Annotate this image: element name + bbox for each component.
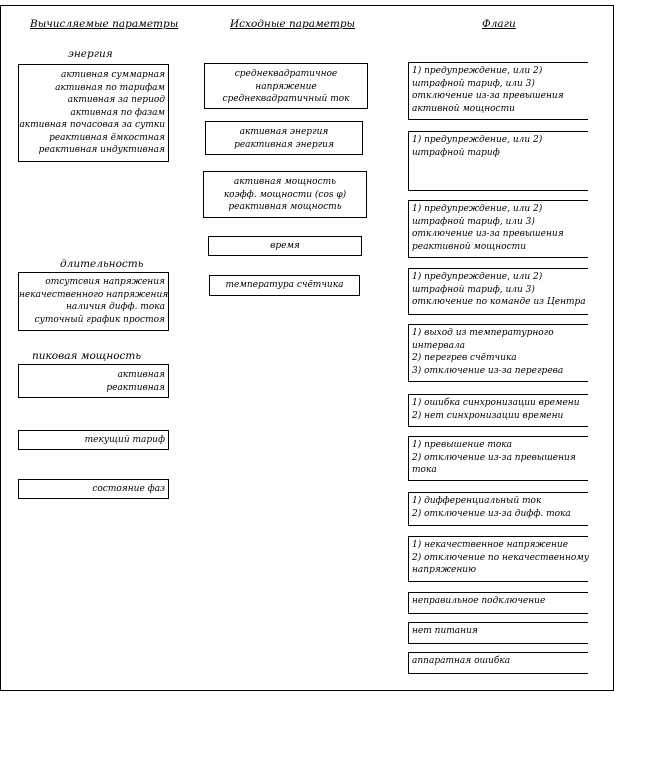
header-source-parameters: Исходные параметры: [230, 18, 356, 30]
energy-line: реактивная индуктивная: [38, 145, 165, 155]
flag-line: 1) выход из температурного: [412, 328, 554, 338]
duration-line: отсутсвия напряжения: [45, 277, 165, 287]
section-title-peak-power: пиковая мощность: [32, 350, 142, 362]
flag-line: отключение из-за превышения: [412, 229, 564, 239]
flag-line: активной мощности: [412, 103, 515, 114]
flag-box: [408, 536, 588, 582]
flag-line: тока: [412, 465, 437, 475]
section-title-energy: энергия: [68, 48, 113, 60]
flag-line: 1) предупреждение, или 2): [412, 204, 543, 214]
flag-line: нет питания: [412, 626, 478, 636]
flag-box: [408, 394, 588, 427]
energy-line: активная за период: [67, 95, 165, 105]
flag-box: [408, 652, 588, 674]
flag-line: 1) ошибка синхронизации времени: [412, 398, 580, 408]
flag-line: интервала: [412, 340, 466, 351]
flag-line: 2) отключение из-за дифф. тока: [412, 508, 571, 519]
flag-box: [408, 592, 588, 614]
energy-line: активная по фазам: [70, 107, 165, 118]
flag-line: 1) превышение тока: [412, 440, 513, 450]
source-power-line: коэфф. мощности (cos φ): [223, 189, 347, 200]
peak-power-line: реактивная: [106, 382, 165, 393]
flag-line: 1) дифференциальный ток: [412, 496, 542, 506]
duration-line: некачественного напряжения: [19, 289, 169, 300]
flag-line: 2) перегрев счётчика: [412, 353, 517, 363]
flag-line: 1) предупреждение, или 2): [412, 135, 543, 145]
flag-line: 2) отключение по некачественному: [412, 552, 590, 563]
flag-line: штрафной тариф, или 3): [412, 78, 535, 89]
meter-temperature-box: [209, 275, 360, 296]
flag-line: 2) отключение из-за превышения: [412, 452, 576, 463]
flag-line: 1) некачественное напряжение: [412, 540, 569, 550]
energy-line: реактивная ёмкостная: [49, 132, 165, 143]
flag-box: [408, 324, 588, 382]
flag-line: штрафной тариф, или 3): [412, 216, 535, 227]
source-energy-line: реактивная энергия: [234, 139, 334, 150]
flag-box: [408, 622, 588, 644]
flag-line: 1) предупреждение, или 2): [412, 66, 543, 76]
source-energy-box: [205, 121, 363, 155]
peak-power-line: активная: [117, 370, 165, 380]
flag-box: [408, 268, 588, 315]
header-computed-parameters: Вычисляемые параметры: [30, 18, 179, 30]
flag-line: штрафной тариф, или 3): [412, 284, 535, 295]
flag-box: [408, 200, 588, 258]
voltage-current-line: напряжение: [255, 81, 317, 92]
voltage-current-line: среднеквадратичный ток: [222, 94, 350, 104]
voltage-current-box: [204, 63, 368, 109]
phase-state-line: состояние фаз: [92, 484, 165, 494]
source-power-line: реактивная мощность: [228, 202, 342, 212]
flag-line: 2) нет синхронизации времени: [412, 410, 564, 421]
current-tariff-line: текущий тариф: [84, 435, 165, 445]
time-line: время: [270, 241, 300, 251]
duration-box: [18, 272, 169, 331]
peak-power-box: [18, 364, 169, 398]
duration-line: наличия дифф. тока: [65, 302, 165, 312]
section-title-duration: длительность: [60, 258, 144, 270]
flag-box: [408, 436, 588, 481]
flag-line: отключение из-за превышения: [412, 91, 564, 101]
flag-box: [408, 131, 588, 191]
time-box: [208, 236, 362, 256]
flag-line: напряжению: [412, 565, 477, 575]
flag-line: 3) отключение из-за перегрева: [412, 365, 564, 376]
voltage-current-line: среднеквадратичное: [234, 69, 338, 79]
source-power-box: [203, 171, 367, 218]
energy-line: активная по тарифам: [55, 82, 165, 93]
flag-line: неправильное подключение: [412, 596, 546, 606]
header-flags: Флаги: [482, 18, 516, 30]
current-tariff-box: [18, 430, 169, 450]
flag-line: 1) предупреждение, или 2): [412, 272, 543, 282]
energy-line: активная почасовая за сутки: [19, 120, 165, 130]
energy-box: [18, 64, 169, 162]
meter-temperature-line: температура счётчика: [225, 280, 344, 290]
phase-state-box: [18, 479, 169, 499]
flag-line: штрафной тариф: [412, 147, 500, 158]
flag-line: аппаратная ошибка: [412, 656, 511, 666]
duration-line: суточный график простоя: [34, 314, 165, 325]
flag-line: реактивной мощности: [412, 241, 527, 252]
flag-box: [408, 62, 588, 120]
energy-line: активная суммарная: [61, 70, 165, 80]
flag-line: отключение по команде из Центра: [412, 297, 586, 307]
flag-box: [408, 492, 588, 526]
source-energy-line: активная энергия: [239, 127, 329, 137]
source-power-line: активная мощность: [233, 177, 337, 187]
